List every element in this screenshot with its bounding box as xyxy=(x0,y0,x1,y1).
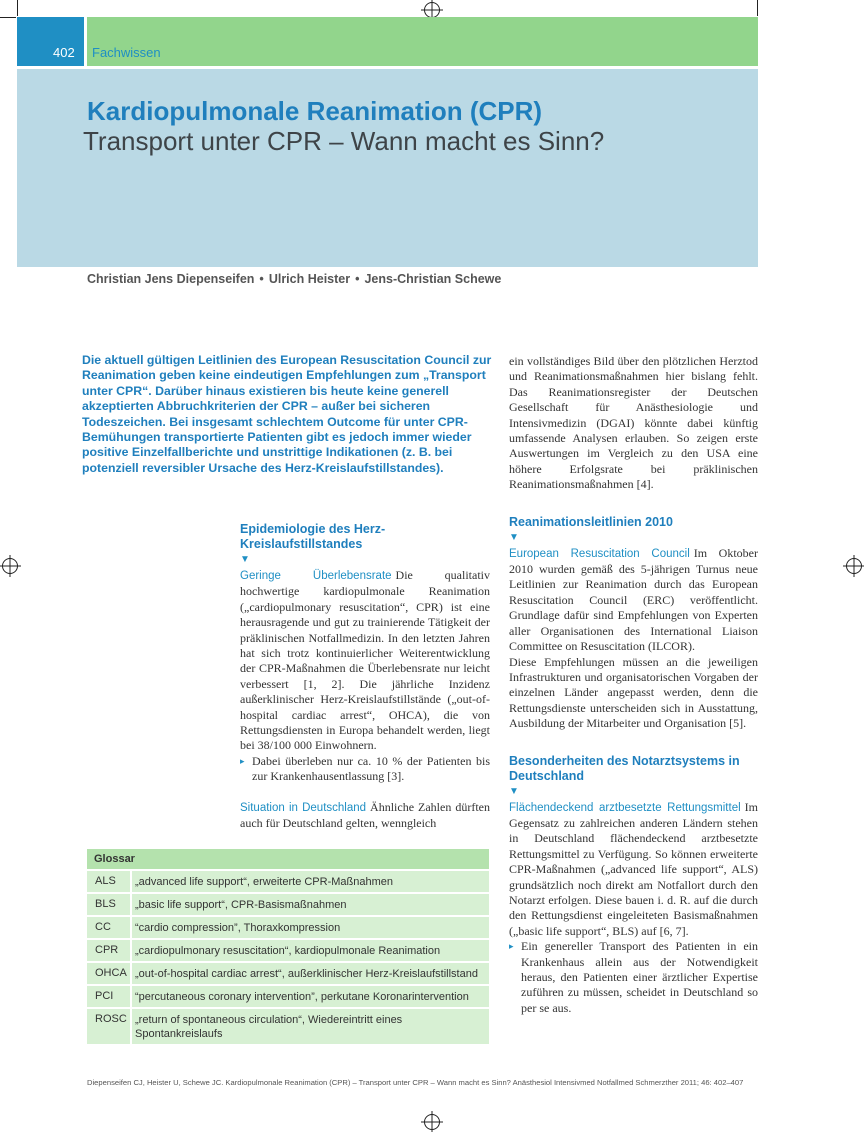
glossary-abbreviation: ALS xyxy=(87,871,132,892)
glossary-abbreviation: CPR xyxy=(87,940,132,961)
author-separator: • xyxy=(259,272,264,286)
column-right xyxy=(509,354,758,1016)
glossary-definition: “percutaneous coronary intervention”, perkutane Koronarintervention xyxy=(135,991,469,1003)
registration-mark-right xyxy=(846,558,862,574)
crop-line-top xyxy=(0,17,16,18)
glossary-definition: „out-of-hospital cardiac arrest“, außerklinischer Herz-Kreislaufstillstand xyxy=(135,968,478,980)
bullet-arrow-icon: ▸ xyxy=(240,755,245,766)
paragraph: ein vollständiges Bild über den plötzlichen Herztod und Reanimationsmaßnahmen hier bislang fehlt. Das Reanimationsregister der Deutschen Gesellschaft für Anästhesiologie und Intensivmedizin (DGAI) könnte dabei künftig umfassende Analysen erlauben. So zeigen erste Auswertungen im Vergleich zu den USA eine höhere Erfolgsrate bei präklinischen Reanimationsmaßnahmen [4]. xyxy=(509,354,758,492)
paragraph xyxy=(240,800,490,832)
paragraph-lead: Geringe Überlebensrate xyxy=(240,570,392,582)
glossary-definition: „cardiopulmonary resuscitation“, kardiopulmonale Reanimation xyxy=(135,945,441,957)
paragraph-text: Ähnliche Zahlen dürften auch für Deutschland gelten, wenngleich xyxy=(240,799,490,831)
bullet-item xyxy=(509,939,758,1016)
glossary-definition: „basic life support“, CPR-Basismaßnahmen xyxy=(135,899,347,911)
abstract: Die aktuell gültigen Leitlinien des European Resuscitation Council zur Reanimation geben keine eindeutigen Empfehlungen zum „Transport unter CPR“. Darüber hinaus existieren bis heute keine generell akzeptierten Abbruchkriterien der CPR – außer bei sicheren Todeszeichen. Bei insgesamt schlechtem Outcome für unter CPR-Bemühungen transportierte Patienten gibt es jedoch immer wieder positive Einzelfallberichte und unstrittige Indikationen (z. B. bei potenziell reversibler Ursache des Herz-Kreislaufstillstandes). xyxy=(82,353,492,475)
section-heading-emergency-system: Besonderheiten des Notarztsystems in Deutschland xyxy=(509,753,740,783)
glossary-row xyxy=(87,938,489,961)
article-title: Kardiopulmonale Reanimation (CPR) xyxy=(87,96,543,126)
paragraph-lead: Flächendeckend arztbesetzte Rettungsmittel xyxy=(509,801,741,814)
author-name: Christian Jens Diepenseifen xyxy=(87,272,255,286)
paragraph xyxy=(509,800,758,940)
paragraph-lead: Situation in Deutschland xyxy=(240,801,367,814)
glossary-definition: „advanced life support“, erweiterte CPR-Maßnahmen xyxy=(135,876,394,888)
bullet-arrow-icon: ▸ xyxy=(509,941,514,952)
section-label: Fachwissen xyxy=(87,17,758,66)
author-name: Ulrich Heister xyxy=(268,272,351,286)
registration-mark-top xyxy=(424,2,440,18)
glossary-row xyxy=(87,961,489,984)
article-subtitle: Transport unter CPR – Wann macht es Sinn? xyxy=(83,126,605,156)
paragraph-lead: European Resuscitation Council xyxy=(509,547,690,560)
citation-footer: Diepenseifen CJ, Heister U, Schewe JC. Kardiopulmonale Reanimation (CPR) – Transport unter CPR – Wann macht es Sinn? Anästhesiol Intensivmed Notfallmed Schmerzther 2011; 46: 402–407 xyxy=(87,1078,744,1087)
paragraph xyxy=(509,546,758,655)
author-separator: • xyxy=(355,272,360,286)
glossary-row xyxy=(87,915,489,938)
bullet-item xyxy=(240,754,490,785)
glossary-definition: “cardio compression”, Thoraxkompression xyxy=(135,922,341,934)
section-heading-epidemiology: Epidemiologie des Herz-Kreislaufstillstandes xyxy=(240,522,386,551)
paragraph-text: Im Gegensatz zu zahlreichen anderen Ländern stehen in Deutschland flächendeckend arztbesetzte Rettungsmittel zu Verfügung. So können erweiterte CPR-Maßnahmen („advanced life support“, ALS) grundsätzlich noch direkt am Notfallort durch den Notarzt erfolgen. Diese bauen i. d. R. auf die durch den Rettungsdienst eingeleiteten Basismaßnahmen („basic life support“, BLS) auf [6, 7]. xyxy=(509,799,758,938)
glossary-abbreviation: BLS xyxy=(87,894,132,915)
triangle-marker-icon: ▼ xyxy=(509,531,519,543)
glossary-row xyxy=(87,1007,489,1044)
glossary-box xyxy=(87,849,489,1044)
glossary-row xyxy=(87,984,489,1007)
paragraph: Diese Empfehlungen müssen an die jeweiligen Infrastrukturen und organisatorischen Vorgaben der einzelnen Länder angepasst werden, denn die Rettungsdienste unterscheiden sich in Ausstattung, Ausbildung der Mitarbeiter und Organisation [5]. xyxy=(509,654,758,731)
glossary-abbreviation: CC xyxy=(87,917,132,938)
crop-line-left xyxy=(17,0,18,16)
crop-line-right xyxy=(757,0,758,16)
column-middle xyxy=(240,522,490,832)
section-heading-guidelines: Reanimationsleitlinien 2010 xyxy=(509,514,673,529)
glossary-row xyxy=(87,869,489,892)
bullet-text: Ein genereller Transport des Patienten in ein Krankenhaus allein aus der Notwendigkeit heraus, den Patienten einer ärztlicher Expertise zuführen zu müssen, scheidet in Deutschland so per se aus. xyxy=(521,939,758,1015)
page-number: 402 xyxy=(17,17,84,66)
glossary-definition: „return of spontaneous circulation“, Wiedereintritt eines Spontankreislaufs xyxy=(135,1014,403,1040)
glossary-abbreviation: ROSC xyxy=(87,1009,132,1044)
paragraph-text: Die qualitativ hochwertige kardiopulmonale Reanimation („cardiopulmonary resuscitation“, CPR) ist eine herausragende und gut zu trainierende Tätigkeit der präklinischen Notfallmedizin. In den letzten Jahren hat sich trotz kontinuierlicher Weiterentwicklung der CPR-Maßnahmen die Überlebensrate nur leicht verbessert [1, 2]. Die jährliche Inzidenz außerklinischer Herz-Kreislaufstillstände („out-of-hospital cardiac arrest“, OHCA), die von Rettungsdiensten in Europa behandelt werden, liegt bei 38/100 000 Einwohnern. xyxy=(240,568,490,753)
glossary-abbreviation: PCI xyxy=(87,986,132,1007)
triangle-marker-icon: ▼ xyxy=(509,785,519,797)
author-list xyxy=(87,272,501,286)
glossary-row xyxy=(87,892,489,915)
triangle-marker-icon: ▼ xyxy=(240,554,250,565)
registration-mark-bottom xyxy=(424,1114,440,1130)
glossary-abbreviation: OHCA xyxy=(87,963,132,984)
registration-mark-left xyxy=(2,558,18,574)
paragraph-text: Im Oktober 2010 wurden gemäß des 5-jährigen Turnus neue Leitlinien zur Reanimation durch das European Resuscitation Council (ERC) veröffentlicht. Grundlage dafür sind Empfehlungen von Experten aller Organisationen des International Liaison Committee on Resuscitation (ILCOR). xyxy=(509,545,758,654)
bullet-text: Dabei überleben nur ca. 10 % der Patienten bis zur Krankenhausentlassung [3]. xyxy=(252,753,490,784)
author-name: Jens-Christian Schewe xyxy=(364,272,502,286)
paragraph xyxy=(240,568,490,754)
glossary-title: Glossar xyxy=(87,849,489,869)
